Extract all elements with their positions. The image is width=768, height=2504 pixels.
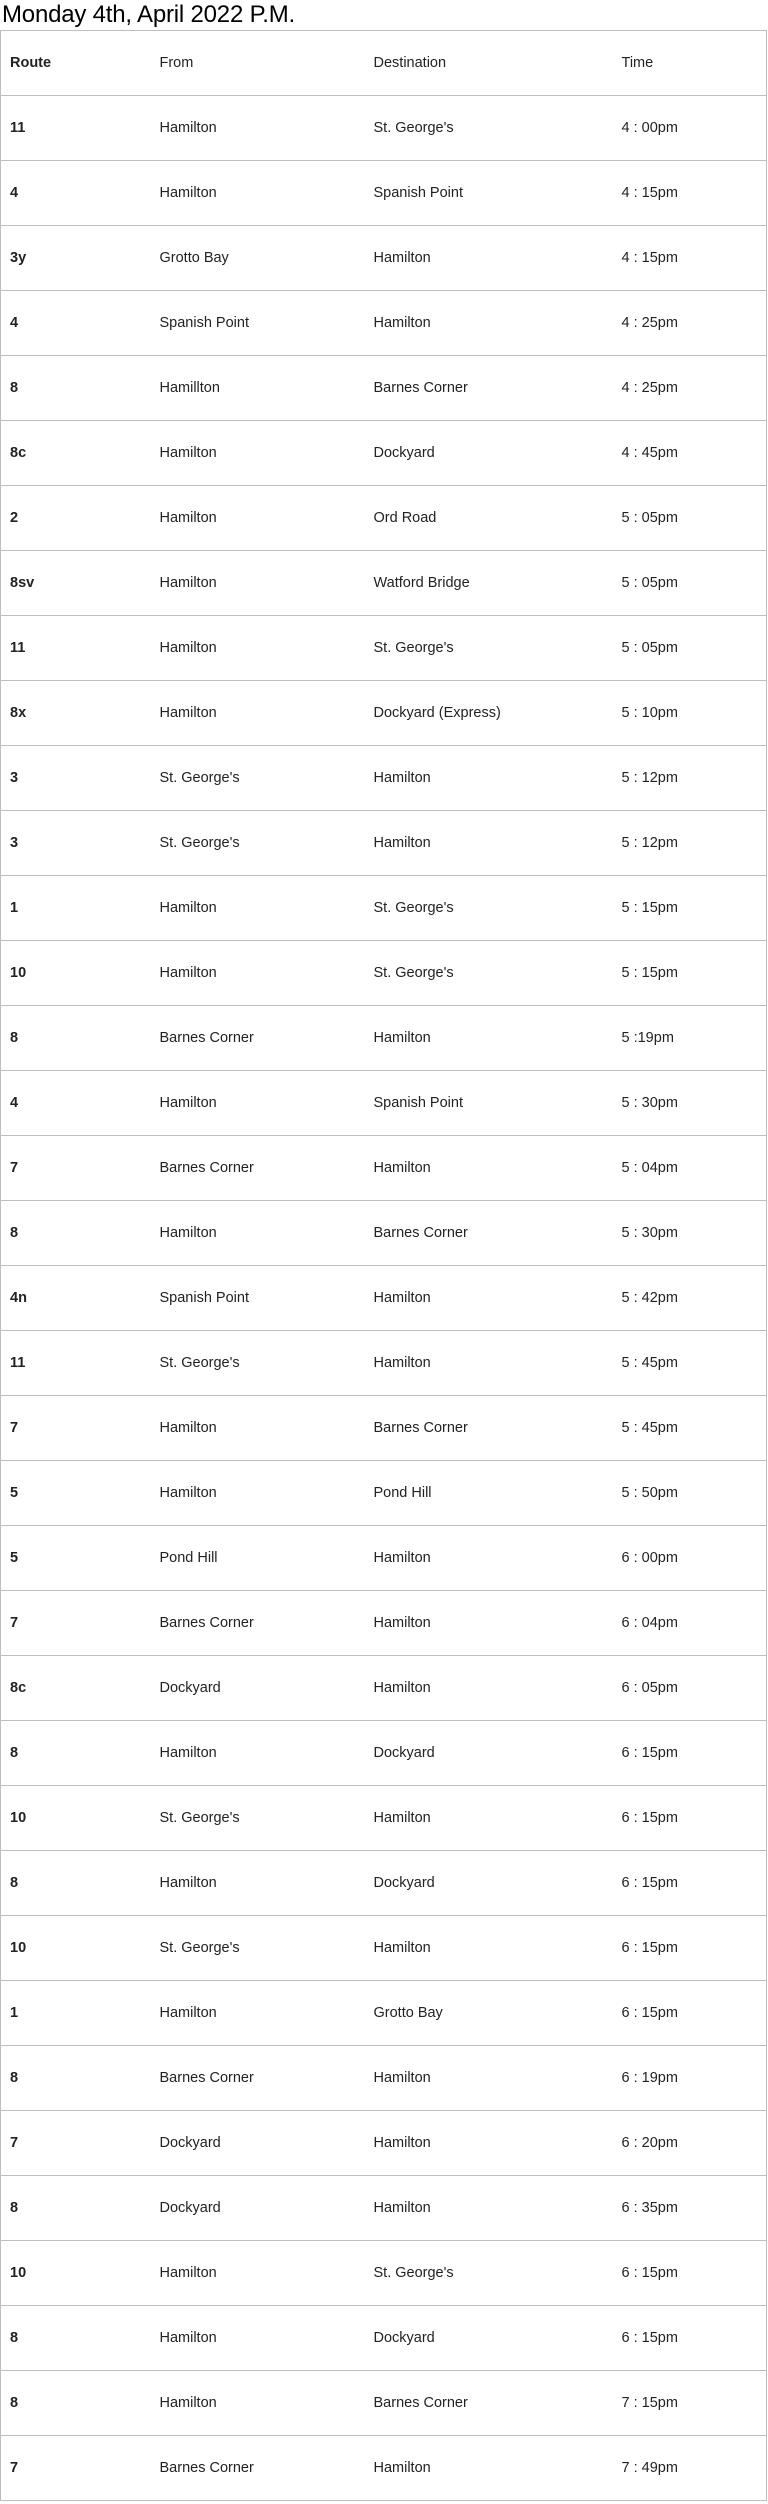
table-row [1,2046,767,2111]
table-row [1,616,767,681]
destination-cell: Hamilton [365,746,613,811]
route-cell: 8c [1,1656,151,1721]
route-cell: 5 [1,1461,151,1526]
table-row [1,356,767,421]
destination-cell: St. George's [365,2241,613,2306]
route-cell: 4 [1,291,151,356]
route-cell: 11 [1,96,151,161]
time-cell: 7 : 49pm [613,2436,767,2501]
table-row [1,1006,767,1071]
from-cell: Hamilton [151,1396,365,1461]
table-row [1,1591,767,1656]
time-cell: 6 : 15pm [613,1851,767,1916]
table-row [1,1656,767,1721]
table-row [1,2306,767,2371]
time-cell: 6 : 00pm [613,1526,767,1591]
from-cell: Hamilton [151,551,365,616]
destination-cell: Hamilton [365,1591,613,1656]
destination-cell: Hamilton [365,2046,613,2111]
time-cell: 5 : 12pm [613,746,767,811]
route-cell: 8 [1,1721,151,1786]
time-cell: 6 : 19pm [613,2046,767,2111]
time-cell: 6 : 15pm [613,1981,767,2046]
route-cell: 8 [1,1851,151,1916]
route-cell: 8x [1,681,151,746]
time-cell: 6 : 15pm [613,1786,767,1851]
time-cell: 5 : 30pm [613,1071,767,1136]
table-row [1,96,767,161]
time-cell: 7 : 15pm [613,2371,767,2436]
route-cell: 10 [1,941,151,1006]
from-cell: Hamilton [151,1071,365,1136]
table-row [1,1721,767,1786]
destination-cell: Hamilton [365,2111,613,2176]
table-row [1,2176,767,2241]
route-cell: 8 [1,2306,151,2371]
time-cell: 6 : 15pm [613,2241,767,2306]
route-cell: 10 [1,1916,151,1981]
header-destination: Destination [365,31,613,96]
route-cell: 5 [1,1526,151,1591]
route-cell: 7 [1,2436,151,2501]
destination-cell: Watford Bridge [365,551,613,616]
time-cell: 4 : 25pm [613,356,767,421]
route-cell: 1 [1,1981,151,2046]
destination-cell: Hamilton [365,1786,613,1851]
route-cell: 7 [1,1396,151,1461]
destination-cell: Hamilton [365,2176,613,2241]
table-row [1,1266,767,1331]
from-cell: Dockyard [151,2176,365,2241]
time-cell: 5 : 45pm [613,1396,767,1461]
time-cell: 5 : 15pm [613,941,767,1006]
table-row [1,486,767,551]
table-row [1,1981,767,2046]
destination-cell: St. George's [365,96,613,161]
time-cell: 5 : 42pm [613,1266,767,1331]
table-row [1,1786,767,1851]
from-cell: St. George's [151,1916,365,1981]
from-cell: Hamilton [151,486,365,551]
from-cell: Hamilton [151,2306,365,2371]
time-cell: 6 : 15pm [613,1916,767,1981]
destination-cell: Pond Hill [365,1461,613,1526]
time-cell: 5 :19pm [613,1006,767,1071]
table-row [1,1461,767,1526]
time-cell: 6 : 15pm [613,1721,767,1786]
time-cell: 6 : 04pm [613,1591,767,1656]
time-cell: 6 : 20pm [613,2111,767,2176]
destination-cell: Hamilton [365,1916,613,1981]
destination-cell: St. George's [365,876,613,941]
destination-cell: Dockyard [365,1721,613,1786]
from-cell: St. George's [151,746,365,811]
destination-cell: Dockyard [365,1851,613,1916]
destination-cell: Grotto Bay [365,1981,613,2046]
destination-cell: Barnes Corner [365,2371,613,2436]
from-cell: Hamilton [151,1201,365,1266]
time-cell: 5 : 05pm [613,616,767,681]
table-row [1,2436,767,2501]
route-cell: 8 [1,1006,151,1071]
route-cell: 8 [1,2176,151,2241]
table-row [1,1851,767,1916]
from-cell: Hamilton [151,161,365,226]
table-row [1,1396,767,1461]
from-cell: Hamilton [151,1851,365,1916]
destination-cell: Spanish Point [365,1071,613,1136]
destination-cell: Hamilton [365,1656,613,1721]
table-row [1,1331,767,1396]
from-cell: Barnes Corner [151,1006,365,1071]
schedule-body [1,96,767,2501]
bus-schedule-table [0,30,767,2501]
route-cell: 8 [1,356,151,421]
from-cell: Hamilton [151,421,365,486]
page-title: Monday 4th, April 2022 P.M. [2,1,296,28]
route-cell: 7 [1,1591,151,1656]
from-cell: Dockyard [151,2111,365,2176]
destination-cell: Spanish Point [365,161,613,226]
time-cell: 5 : 04pm [613,1136,767,1201]
time-cell: 5 : 15pm [613,876,767,941]
header-route: Route [1,31,151,96]
destination-cell: Dockyard [365,2306,613,2371]
destination-cell: Hamilton [365,1136,613,1201]
time-cell: 4 : 15pm [613,226,767,291]
from-cell: Hamilton [151,2241,365,2306]
table-row [1,161,767,226]
from-cell: Spanish Point [151,1266,365,1331]
time-cell: 4 : 25pm [613,291,767,356]
route-cell: 1 [1,876,151,941]
destination-cell: Ord Road [365,486,613,551]
time-cell: 4 : 15pm [613,161,767,226]
table-row [1,2371,767,2436]
destination-cell: St. George's [365,941,613,1006]
route-cell: 8sv [1,551,151,616]
destination-cell: Barnes Corner [365,1201,613,1266]
table-header-row [1,31,767,96]
time-cell: 4 : 00pm [613,96,767,161]
table-row [1,2111,767,2176]
route-cell: 3y [1,226,151,291]
route-cell: 2 [1,486,151,551]
from-cell: Grotto Bay [151,226,365,291]
from-cell: Barnes Corner [151,2436,365,2501]
from-cell: Pond Hill [151,1526,365,1591]
route-cell: 11 [1,1331,151,1396]
time-cell: 6 : 35pm [613,2176,767,2241]
from-cell: St. George's [151,1786,365,1851]
route-cell: 3 [1,811,151,876]
route-cell: 4n [1,1266,151,1331]
route-cell: 7 [1,1136,151,1201]
time-cell: 5 : 50pm [613,1461,767,1526]
destination-cell: Hamilton [365,226,613,291]
time-cell: 5 : 30pm [613,1201,767,1266]
from-cell: Spanish Point [151,291,365,356]
from-cell: Hamilton [151,1461,365,1526]
time-cell: 5 : 10pm [613,681,767,746]
route-cell: 11 [1,616,151,681]
table-row [1,941,767,1006]
time-cell: 4 : 45pm [613,421,767,486]
header-from: From [151,31,365,96]
time-cell: 5 : 05pm [613,551,767,616]
table-row [1,681,767,746]
route-cell: 3 [1,746,151,811]
route-cell: 4 [1,161,151,226]
from-cell: Hamilton [151,1721,365,1786]
from-cell: Hamilton [151,941,365,1006]
table-row [1,1916,767,1981]
from-cell: Barnes Corner [151,2046,365,2111]
destination-cell: Dockyard (Express) [365,681,613,746]
from-cell: Hamilton [151,1981,365,2046]
destination-cell: Barnes Corner [365,1396,613,1461]
route-cell: 10 [1,2241,151,2306]
table-row [1,2241,767,2306]
table-row [1,291,767,356]
destination-cell: Hamilton [365,1006,613,1071]
destination-cell: Hamilton [365,811,613,876]
table-row [1,876,767,941]
from-cell: Barnes Corner [151,1136,365,1201]
destination-cell: Hamilton [365,1266,613,1331]
route-cell: 8 [1,2046,151,2111]
route-cell: 4 [1,1071,151,1136]
table-row [1,226,767,291]
from-cell: St. George's [151,1331,365,1396]
destination-cell: Hamilton [365,291,613,356]
destination-cell: Hamilton [365,1331,613,1396]
destination-cell: St. George's [365,616,613,681]
time-cell: 6 : 05pm [613,1656,767,1721]
from-cell: Hamilton [151,96,365,161]
from-cell: Hamilton [151,681,365,746]
table-row [1,421,767,486]
table-row [1,1201,767,1266]
route-cell: 8c [1,421,151,486]
route-cell: 8 [1,2371,151,2436]
table-row [1,1071,767,1136]
route-cell: 8 [1,1201,151,1266]
table-row [1,551,767,616]
destination-cell: Hamilton [365,1526,613,1591]
destination-cell: Barnes Corner [365,356,613,421]
time-cell: 5 : 05pm [613,486,767,551]
from-cell: Hamillton [151,356,365,421]
destination-cell: Hamilton [365,2436,613,2501]
from-cell: Hamilton [151,616,365,681]
header-time: Time [613,31,767,96]
from-cell: Hamilton [151,2371,365,2436]
from-cell: Hamilton [151,876,365,941]
table-row [1,746,767,811]
time-cell: 6 : 15pm [613,2306,767,2371]
time-cell: 5 : 12pm [613,811,767,876]
time-cell: 5 : 45pm [613,1331,767,1396]
destination-cell: Dockyard [365,421,613,486]
from-cell: Barnes Corner [151,1591,365,1656]
table-row [1,811,767,876]
route-cell: 7 [1,2111,151,2176]
table-row [1,1526,767,1591]
from-cell: St. George's [151,811,365,876]
from-cell: Dockyard [151,1656,365,1721]
route-cell: 10 [1,1786,151,1851]
table-row [1,1136,767,1201]
